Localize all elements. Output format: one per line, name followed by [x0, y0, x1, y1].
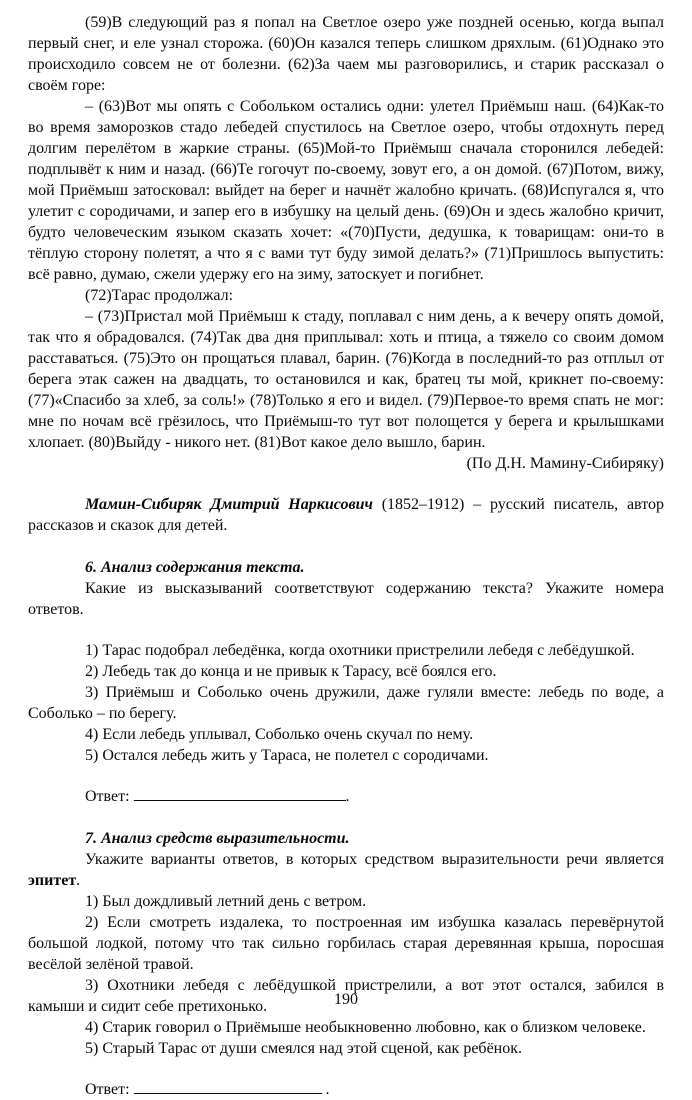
task-7-heading: 7. Анализ средств выразительности.	[85, 830, 350, 847]
list-item: 1) Был дождливый летний день с ветром.	[85, 893, 367, 910]
prompt-text: Укажите варианты ответов, в которых средством выразительности речи является	[85, 851, 664, 868]
answer-label: Ответ:	[85, 788, 130, 805]
attribution: (По Д.Н. Мамину-Сибиряку)	[466, 455, 664, 472]
task-7-answer-line	[28, 1079, 664, 1100]
list-item: 2) Лебедь так до конца и не привык к Тарасу, всё боялся его.	[85, 663, 497, 680]
list-item: 1) Тарас подобрал лебедёнка, когда охотники пристрелили лебедя с лебёдушкой.	[85, 642, 635, 659]
task-7-prompt	[28, 849, 664, 891]
list-item: 3) Приёмыш и Соболько очень дружили, даже гуляли вместе: лебедь по воде, а Соболько – по берегу.	[28, 684, 664, 722]
list-item: 4) Старик говорил о Приёмыше необыкновенно любовно, как о близком человеке.	[85, 1019, 646, 1036]
answer-blank	[134, 1079, 322, 1094]
list-item: 2) Если смотреть издалека, то построенная им избушка казалась перевёрнутой большой лодкой, потому что так сильно горбилась старая деревянная крыша, поросшая весёлой зелёной травой.	[28, 914, 664, 973]
task-6	[28, 557, 664, 807]
prompt-term: эпитет	[28, 872, 77, 889]
task-6-prompt: Какие из высказываний соответствуют содержанию текста? Укажите номера ответов.	[28, 580, 664, 618]
author-note	[28, 494, 664, 536]
task-6-options	[28, 640, 664, 766]
text-paragraph: (72)Тарас продолжал:	[85, 287, 234, 304]
prompt-text-end: .	[76, 872, 81, 889]
task-7	[28, 828, 664, 1100]
author-note-text: (1852–1912) – русский писатель, автор рассказов и сказок для детей.	[28, 496, 664, 534]
text-paragraph: (59)В следующий раз я попал на Светлое озеро уже поздней осенью, когда выпал первый снег, и еле узнал сторожа. (60)Он казался теперь слишком дряхлым. (61)Однако это происходило совсем не от болезни. (62)За чаем мы разговорились, и старик рассказал о своём горе:	[28, 14, 664, 94]
task-6-heading: 6. Анализ содержания текста.	[85, 559, 305, 576]
task-7-options	[28, 891, 664, 1059]
answer-suffix: .	[345, 788, 350, 805]
task-6-answer-line	[28, 786, 664, 807]
page-number: 190	[334, 991, 358, 1008]
list-item: 5) Остался лебедь жить у Тараса, не полетел с сородичами.	[85, 747, 489, 764]
answer-label: Ответ:	[85, 1081, 130, 1098]
text-paragraph: – (73)Пристал мой Приёмыш к стаду, поплавал с ним день, а к вечеру опять домой, так что я обрадовался. (74)Так два дня приплывал: хоть и птица, а тяжело со своим домом расставаться. (75)Это он прощаться плавал, барин. (76)Когда в последний-то раз отплыл от берега этак сажен на двадцать, то остановился и как, братец ты мой, крикнет по-своему: (77)«Спасибо за хлеб, за соль!» (78)Только я его и видел. (79)Первое-то время спать не мог: мне по ночам всё грёзилось, что Приёмыш-то тут вот полощется у берега и крылышками хлопает. (80)Выйду - никого нет. (81)Вот какое дело вышло, барин.	[28, 308, 664, 451]
list-item: 3) Охотники лебедя с лебёдушкой пристрелили, а вот этот остался, забился в камыши и сидит себе претихонько.	[28, 977, 664, 1015]
text-paragraph: – (63)Вот мы опять с Собольком остались одни: улетел Приёмыш наш. (64)Как-то во время заморозков стадо лебедей спустилось на Светлое озеро, чтобы отдохнуть перед долгим перелётом в жаркие страны. (65)Мой-то Приёмыш сначала сторонился лебедей: подплывёт к ним и назад. (66)Те гогочут по-своему, зовут его, а он домой. (67)Потом, вижу, мой Приёмыш затосковал: выйдет на берег и начнёт жалобно кричать. (68)Испугался я, что улетит с сородичами, и запер его в избушку на целый день. (69)Он и здесь жалобно кричит, будто человеческим языком сказать хочет: «(70)Пусти, дедушка, к товарищам: они-то в тёплую сторону полетят, а что я с вами тут буду зимой делать?» (71)Пришлось выпустить: всё равно, думаю, сжели удержу его на зиму, затоскует и погибнет.	[28, 98, 664, 283]
answer-suffix: .	[325, 1081, 330, 1098]
author-name: Мамин-Сибиряк Дмитрий Наркисович	[85, 496, 373, 513]
list-item: 5) Старый Тарас от души смеялся над этой сценой, как ребёнок.	[85, 1040, 522, 1057]
answer-blank	[134, 786, 346, 801]
list-item: 4) Если лебедь уплывал, Соболько очень скучал по нему.	[85, 726, 474, 743]
